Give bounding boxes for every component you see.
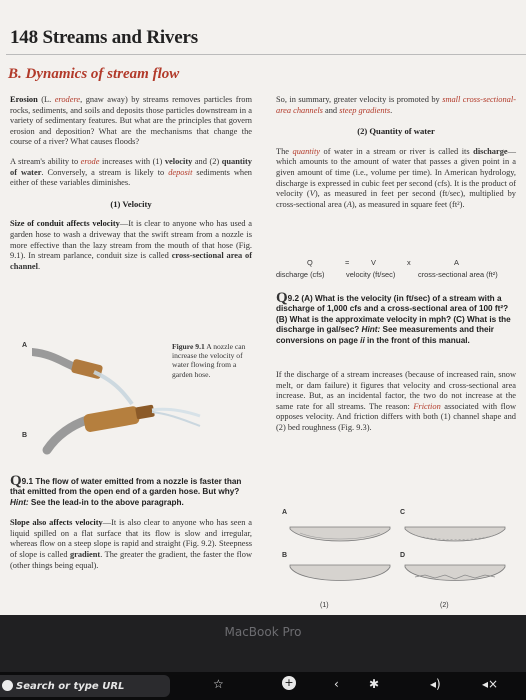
right-column-lower: [276, 290, 516, 443]
increase-paragraph: If the discharge of a stream increases (because of increased rain, snow melt, or dam failure) it figures that velocity and cross-sectional area increase. But, as an incidental factor, the two do not increase at the same rate for all streams. The reason: Friction associated with flow opposes velocity. And friction differs with both (1) channel shape and (2) bed roughness (Fig. 9.3).: [276, 370, 516, 432]
conduit-paragraph: Size of conduit affects velocity—It is clear to anyone who has used a garden hose to wash a driveway that the swift stream from a nozzle is more effective than the lazy stream from the mouth of that hose (Fig. 9.1). In stream parlance, conduit size is called cross-sectional area of channel.: [10, 219, 253, 271]
figure-9-3-label-d: D: [400, 552, 406, 559]
slope-paragraph: Slope also affects velocity—It is also clear to anyone who has seen a liquid spilled on a flat surface that its flow is slow and irregular, whereas flow on a steep slope is rapid and straight (Fig. 9.2). Steepness of slope is called gradient. The greater the gradient, the faster the flow (other things being equal).: [10, 518, 253, 570]
left-column-lower: [10, 473, 253, 580]
equation-q: Q: [307, 258, 313, 267]
search-url-label: Search or type URL: [16, 680, 125, 692]
left-column: [10, 95, 252, 281]
volume-icon[interactable]: ◂): [430, 677, 441, 691]
header-divider: [6, 54, 526, 55]
velocity-heading: (1) Velocity: [110, 198, 152, 209]
channel-shape-illustration: [280, 515, 520, 605]
figure-9-3-label-b: B: [282, 552, 288, 559]
bookmark-star-icon[interactable]: ☆: [213, 677, 224, 691]
section-title: B. Dynamics of stream flow: [8, 66, 180, 82]
figure-9-3-label-2: (2): [440, 602, 449, 609]
equation-q-label: discharge (cfs): [276, 270, 325, 279]
new-tab-plus-icon[interactable]: +: [282, 676, 296, 690]
chevron-left-icon[interactable]: ‹: [334, 677, 339, 691]
figure-9-1-caption: Figure 9.1 A nozzle can increase the velocity of water flowing from a garden hose.: [172, 342, 246, 379]
erosion-paragraph: Erosion (L. erodere, gnaw away) by streams removes particles from rocks, sediments, and soils and deposits those particles downstream in a variety of sedimentary features. But what are the principles that govern erosion and deposition? What are the mechanisms that change the course of a river? What causes floods?: [10, 95, 253, 147]
macbook-brand-label: MacBook Pro: [224, 625, 302, 639]
summary-paragraph: So, in summary, greater velocity is promoted by small cross-sectional-area channels and steep gradients.: [276, 95, 516, 115]
quantity-paragraph: The quantity of water in a stream or river is called its discharge—which amounts to the amount of water that passes a given point in a given amount of time (i.e., volume per time). In American hydrology, discharge is expressed in cubic feet per second (cfs). It is the product of velocity (V), as measured in feet per second (ft/sec), multiplied by cross-sectional area (A), as measured in square feet (ft²).: [276, 146, 516, 209]
equation-a: A: [454, 258, 459, 267]
equation-times: x: [407, 258, 411, 267]
figure-9-3-label-1: (1): [320, 602, 329, 609]
mute-icon[interactable]: ◂×: [482, 677, 499, 691]
ability-paragraph: A stream's ability to erode increases with (1) velocity and (2) quantity of water. Conversely, a stream is likely to deposit sediments when either of these variables diminishes.: [10, 156, 252, 188]
figure-9-1-label-b: B: [22, 432, 28, 439]
erosion-term: Erosion: [10, 95, 38, 104]
touch-bar: [0, 672, 526, 700]
quantity-heading: (2) Quantity of water: [357, 126, 435, 137]
figure-9-3-label-a: A: [282, 509, 288, 516]
figure-9-3-label-c: C: [400, 509, 406, 516]
equation-v: V: [371, 258, 376, 267]
page-header-title: 148 Streams and Rivers: [10, 27, 198, 48]
search-engine-icon: [2, 680, 13, 691]
figure-9-1-label-a: A: [22, 342, 28, 349]
question-9-1: Q9.1 The flow of water emitted from a nozzle is faster than that emitted from the open end of a garden hose. But why? Hint: See the lead-in to the above paragraph.: [10, 473, 242, 507]
equation-v-label: velocity (ft/sec): [346, 270, 396, 279]
right-column: [276, 95, 516, 219]
equation-equals: =: [345, 258, 350, 267]
brightness-icon[interactable]: ✱: [369, 677, 380, 691]
question-9-2: Q9.2 (A) What is the velocity (in ft/sec) of a stream with a discharge of 1,000 cfs and a cross-sectional area of 100 ft²? (B) What is the approximate velocity in mph? (C) What is the discharge in gal/sec? Hint: See measurements and their conversions on page ii in the front of this manual.: [276, 290, 511, 345]
equation-a-label: cross-sectional area (ft²): [418, 270, 498, 279]
touch-bar-search-button[interactable]: [0, 675, 170, 697]
